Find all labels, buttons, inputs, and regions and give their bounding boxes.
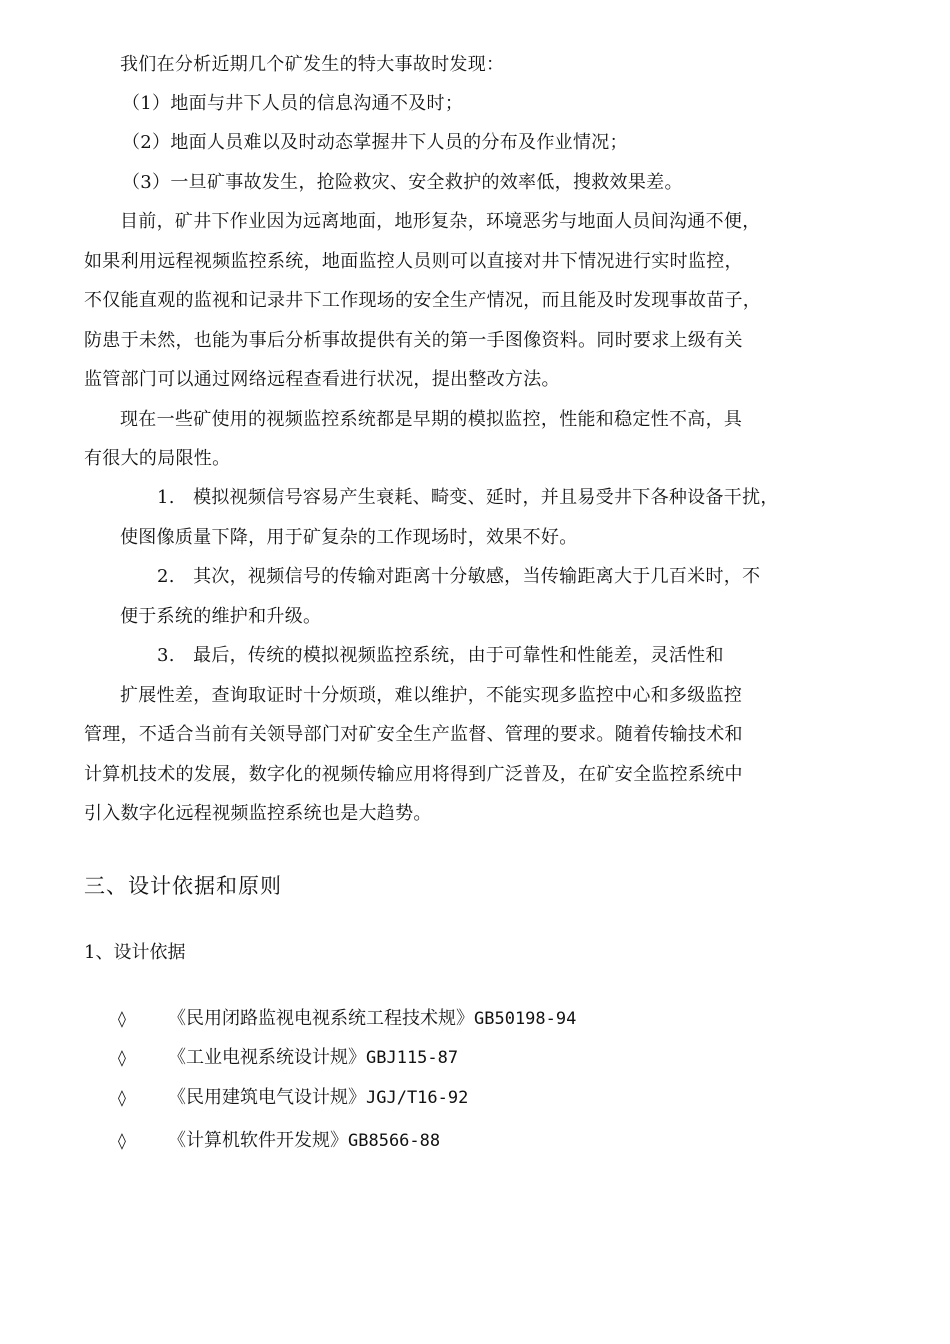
- reference-title: 《民用闭路监视电视系统工程技术规》: [168, 1008, 474, 1029]
- numbered-item-3: 3. 最后，传统的模拟视频监控系统，由于可靠性和性能差，灵活性和: [157, 645, 724, 666]
- diamond-bullet-icon: ◊: [118, 1131, 126, 1150]
- body-line: 防患于未然，也能为事后分析事故提供有关的第一手图像资料。同时要求上级有关: [84, 330, 743, 351]
- reference-code: GB8566-88: [348, 1131, 441, 1151]
- body-line: 目前，矿井下作业因为远离地面，地形复杂，环境恶劣与地面人员间沟通不便，: [120, 211, 761, 232]
- finding-item-2: （2）地面人员难以及时动态掌握井下人员的分布及作业情况；: [122, 132, 628, 153]
- reference-code: GBJ115-87: [366, 1048, 459, 1068]
- numbered-item-3-cont: 扩展性差，查询取证时十分烦琐，难以维护，不能实现多监控中心和多级监控: [120, 685, 743, 706]
- body-line: 有很大的局限性。: [84, 448, 231, 469]
- reference-title: 《计算机软件开发规》: [168, 1130, 348, 1151]
- body-line: 计算机技术的发展，数字化的视频传输应用将得到广泛普及，在矿安全监控系统中: [84, 764, 743, 785]
- finding-item-3: （3）一旦矿事故发生，抢险救灾、安全救护的效率低，搜救效果差。: [122, 172, 683, 193]
- numbered-item-1-cont: 使图像质量下降，用于矿复杂的工作现场时，效果不好。: [120, 527, 578, 548]
- body-line: 不仅能直观的监视和记录井下工作现场的安全生产情况，而且能及时发现事故苗子，: [84, 290, 762, 311]
- body-line: 如果利用远程视频监控系统，地面监控人员则可以直接对井下情况进行实时监控，: [84, 251, 743, 272]
- diamond-bullet-icon: ◊: [118, 1048, 126, 1067]
- numbered-item-2: 2. 其次，视频信号的传输对距离十分敏感，当传输距离大于几百米时，不: [157, 566, 761, 587]
- diamond-bullet-icon: ◊: [118, 1009, 126, 1028]
- reference-title: 《民用建筑电气设计规》: [168, 1087, 366, 1108]
- body-line: 管理，不适合当前有关领导部门对矿安全生产监督、管理的要求。随着传输技术和: [84, 724, 743, 745]
- reference-title: 《工业电视系统设计规》: [168, 1047, 366, 1068]
- body-line: 引入数字化远程视频监控系统也是大趋势。: [84, 803, 432, 824]
- reference-code: GB50198-94: [474, 1009, 577, 1029]
- body-line: 监管部门可以通过网络远程查看进行状况，提出整改方法。: [84, 369, 560, 390]
- reference-code: JGJ/T16-92: [366, 1088, 469, 1108]
- body-line: 现在一些矿使用的视频监控系统都是早期的模拟监控，性能和稳定性不高，具: [120, 409, 743, 430]
- diamond-bullet-icon: ◊: [118, 1088, 126, 1107]
- numbered-item-1: 1. 模拟视频信号容易产生衰耗、畸变、延时，并且易受井下各种设备干扰，: [157, 487, 779, 508]
- finding-item-1: （1）地面与井下人员的信息沟通不及时；: [122, 93, 464, 114]
- intro-line: 我们在分析近期几个矿发生的特大事故时发现：: [120, 54, 505, 75]
- numbered-item-2-cont: 便于系统的维护和升级。: [120, 606, 322, 627]
- section-heading: 三、设计依据和原则: [84, 874, 282, 898]
- subsection-heading: 1、设计依据: [84, 942, 186, 963]
